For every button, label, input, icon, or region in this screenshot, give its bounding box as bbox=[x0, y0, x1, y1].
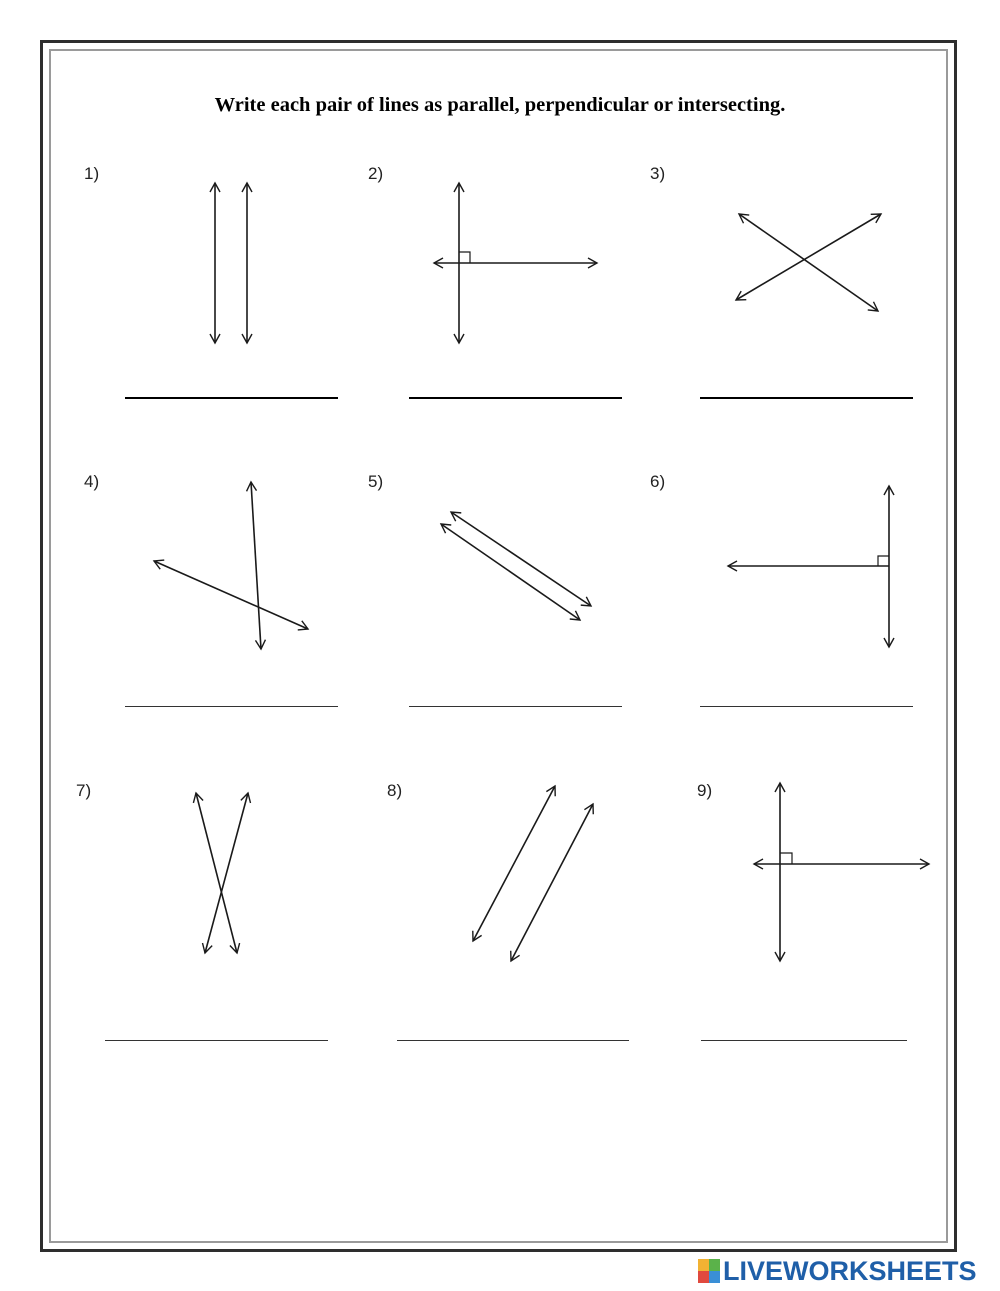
diagram-2-right-angle bbox=[459, 252, 470, 263]
liveworksheets-logo-icon bbox=[698, 1259, 720, 1283]
diagram-7-line-a bbox=[196, 793, 237, 953]
liveworksheets-brand-name: LIVEWORKSHEETS bbox=[723, 1255, 977, 1286]
problem-number-3: 3) bbox=[650, 164, 666, 183]
liveworksheets-logo bbox=[698, 1256, 977, 1286]
problem-number-4: 4) bbox=[84, 472, 100, 491]
diagram-4-line-a bbox=[251, 482, 261, 649]
problem-number-8: 8) bbox=[387, 781, 403, 800]
diagram-6-right-angle bbox=[878, 556, 889, 566]
diagram-5-line-b bbox=[441, 524, 580, 620]
diagram-4-line-b bbox=[154, 561, 308, 629]
problem-number-5: 5) bbox=[368, 472, 384, 491]
problem-number-1: 1) bbox=[84, 164, 100, 183]
diagram-5-line-a bbox=[451, 512, 591, 606]
diagram-9-right-angle bbox=[780, 853, 792, 864]
problem-number-9: 9) bbox=[697, 781, 713, 800]
worksheet-instruction: Write each pair of lines as parallel, perpendicular or intersecting. bbox=[214, 94, 786, 116]
problem-number-2: 2) bbox=[368, 164, 384, 183]
diagram-7-line-b bbox=[205, 793, 248, 953]
diagram-8-line-a bbox=[473, 786, 555, 941]
problem-number-6: 6) bbox=[650, 472, 666, 491]
diagram-8-line-b bbox=[511, 804, 593, 961]
problem-number-7: 7) bbox=[76, 781, 92, 800]
